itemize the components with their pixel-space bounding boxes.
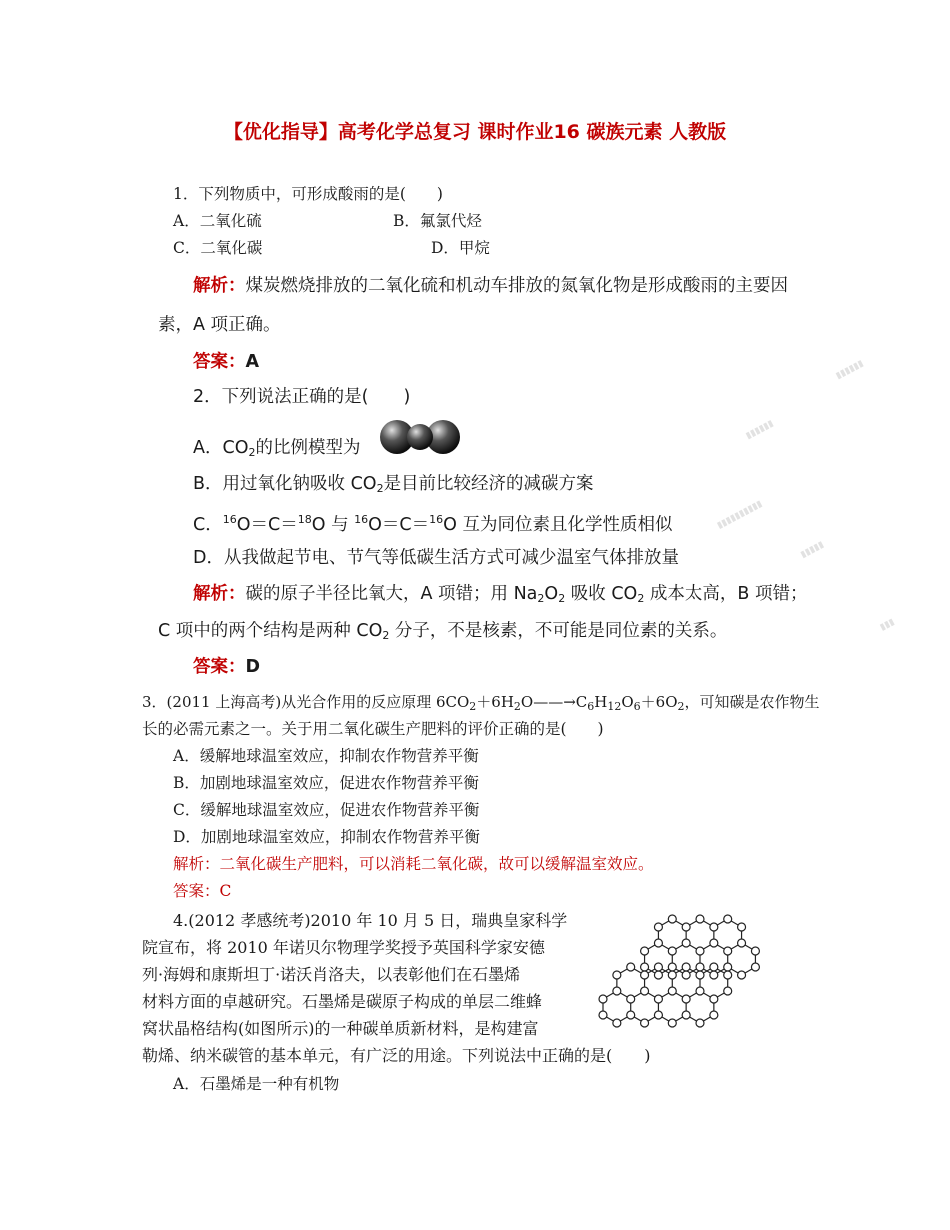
carbon-atom — [724, 963, 732, 971]
watermark-text: ▮▮▮▮▮▮ — [834, 358, 866, 382]
q4-stem-line6: 勒烯、纳米碳管的基本单元，有广泛的用途。下列说法中正确的是( ) — [142, 1046, 651, 1065]
subscript: 2 — [558, 592, 566, 605]
carbon-atom — [599, 995, 607, 1003]
carbon-atom — [738, 923, 746, 931]
subscript: 2 — [513, 700, 521, 713]
carbon-atom — [654, 963, 662, 971]
q4-stem-line4: 材料方面的卓越研究。石墨烯是碳原子构成的单层二维蜂 — [142, 992, 543, 1011]
carbon-atom — [668, 963, 676, 971]
carbon-atom — [668, 987, 676, 995]
carbon-atom — [751, 947, 759, 955]
graphene-lattice-diagram — [575, 905, 805, 1050]
carbon-atom — [627, 963, 635, 971]
carbon-atom — [641, 971, 649, 979]
watermark-text: ▮▮▮▮▮▮ — [744, 418, 776, 442]
q1-option-d: D．甲烷 — [431, 239, 490, 257]
text: 吸收 CO — [565, 584, 638, 604]
carbon-atom — [682, 963, 690, 971]
q4-stem-line5: 窝状晶格结构(如图所示)的一种碳单质新材料，是构建富 — [142, 1019, 539, 1038]
carbon-atom — [710, 963, 718, 971]
carbon-atom — [710, 995, 718, 1003]
text: C 项中的两个结构是两种 CO — [158, 621, 383, 641]
q2-option-d: D．从我做起节电、节气等低碳生活方式可减少温室气体排放量 — [193, 548, 679, 568]
carbon-atom — [696, 963, 704, 971]
carbon-atom — [613, 1019, 621, 1027]
text: 3．(2011 上海高考)从光合作用的反应原理 6CO — [142, 693, 470, 711]
carbon-atom — [599, 1011, 607, 1019]
carbon-atom — [654, 995, 662, 1003]
carbon-atom — [641, 987, 649, 995]
carbon-atom — [724, 915, 732, 923]
q3-stem-line2: 长的必需元素之一。关于用二氧化碳生产肥料的评价正确的是( ) — [142, 720, 604, 738]
q2-option-b-text: B．用过氧化钠吸收 CO — [193, 474, 377, 494]
q1-explanation-line2: 素，A 项正确。 — [158, 315, 281, 335]
formula-text: O＝C＝ — [368, 515, 430, 535]
text: 成本太高，B 项错； — [644, 584, 808, 604]
q2-option-b — [193, 472, 594, 501]
q3-explanation: 解析：二氧化碳生产肥料，可以消耗二氧化碳，故可以缓解温室效应。 — [173, 855, 654, 873]
superscript: 16 — [354, 513, 369, 526]
carbon-atom — [682, 995, 690, 1003]
text: O — [621, 693, 634, 711]
subscript: 6 — [633, 700, 641, 713]
page-title: 【优化指导】高考化学总复习 课时作业16 碳族元素 人教版 — [223, 121, 727, 143]
q2-answer-value: D — [245, 657, 261, 677]
carbon-atom — [738, 939, 746, 947]
q1-option-b: B．氟氯代烃 — [393, 212, 482, 230]
carbon-atom — [682, 939, 690, 947]
carbon-atom — [654, 923, 662, 931]
q1-answer-label: 答案： — [193, 352, 246, 372]
carbon-atom — [710, 1011, 718, 1019]
q3-option-c: C．缓解地球温室效应，促进农作物营养平衡 — [173, 801, 480, 819]
watermark-text: ▮▮▮▮▮▮▮▮▮▮ — [715, 498, 764, 532]
formula-text: O 互为同位素且化学性质相似 — [443, 515, 673, 535]
q1-stem: 1．下列物质中，可形成酸雨的是( ) — [173, 185, 443, 203]
q2-option-a — [193, 436, 360, 465]
carbon-atom — [724, 987, 732, 995]
superscript: 16 — [222, 513, 237, 526]
carbon-atom — [696, 915, 704, 923]
q3-option-b: B．加剧地球温室效应，促进农作物营养平衡 — [173, 774, 479, 792]
q4-stem-line2: 院宣布，将 2010 年诺贝尔物理学奖授予英国科学家安德 — [142, 938, 545, 957]
q2-option-c-text: C． — [193, 515, 223, 535]
superscript: 18 — [297, 513, 312, 526]
subscript: 2 — [376, 482, 384, 495]
text: 碳的原子半径比氧大，A 项错；用 Na — [245, 584, 538, 604]
text: H — [594, 693, 608, 711]
q1-explanation-text: 煤炭燃烧排放的二氧化硫和机动车排放的氮氧化物是形成酸雨的主要因 — [245, 276, 788, 296]
text: O — [544, 584, 559, 604]
text: ，可知碳是农作物生 — [684, 693, 820, 711]
carbon-atom — [682, 923, 690, 931]
carbon-atom — [682, 1011, 690, 1019]
text: ＋6H — [476, 693, 514, 711]
subscript: 2 — [382, 629, 390, 642]
carbon-atom — [627, 1011, 635, 1019]
q1-option-a: A．二氧化硫 — [173, 212, 262, 230]
q4-option-a: A．石墨烯是一种有机物 — [173, 1075, 340, 1093]
q2-option-b-text2: 是目前比较经济的减碳方案 — [383, 474, 594, 494]
watermark-text: ▮▮▮ — [878, 617, 897, 633]
carbon-atom — [710, 971, 718, 979]
carbon-atom — [654, 939, 662, 947]
q2-answer-label: 答案： — [193, 657, 246, 677]
q2-explanation-line2 — [158, 619, 727, 648]
q2-stem: 2．下列说法正确的是( ) — [193, 387, 411, 407]
carbon-atom — [696, 971, 704, 979]
carbon-atom — [751, 963, 759, 971]
carbon-atom — [710, 923, 718, 931]
watermark-text: ▮▮▮▮▮ — [799, 539, 826, 561]
q4-stem-line1: 4.(2012 孝感统考)2010 年 10 月 5 日，瑞典皇家科学 — [173, 911, 568, 930]
carbon-atom — [696, 987, 704, 995]
superscript: 16 — [429, 513, 444, 526]
subscript: 12 — [607, 700, 622, 713]
carbon-atom — [724, 947, 732, 955]
carbon-atom — [682, 971, 690, 979]
text: O——→C — [520, 693, 588, 711]
co2-ratio-model-image — [377, 417, 463, 457]
q3-stem-line1 — [142, 692, 820, 717]
carbon-atom — [613, 971, 621, 979]
carbon-atom — [613, 987, 621, 995]
text: 分子，不是核素，不可能是同位素的关系。 — [389, 621, 728, 641]
formula-text: O 与 — [311, 515, 355, 535]
carbon-atom — [710, 939, 718, 947]
carbon-atom — [668, 947, 676, 955]
q3-answer: 答案：C — [173, 882, 232, 900]
q2-explanation-label: 解析： — [193, 584, 246, 604]
subscript: 2 — [677, 700, 685, 713]
subscript: 2 — [248, 446, 256, 459]
subscript: 6 — [587, 700, 595, 713]
subscript: 2 — [637, 592, 645, 605]
q1-explanation-label: 解析： — [193, 276, 246, 296]
q1-explanation-line1 — [193, 274, 788, 298]
subscript: 2 — [469, 700, 477, 713]
carbon-atom — [641, 963, 649, 971]
q2-option-c — [193, 508, 672, 537]
q1-answer-value: A — [245, 352, 260, 372]
q1-answer — [193, 350, 259, 374]
q2-option-a-text2: 的比例模型为 — [255, 438, 361, 458]
carbon-atom — [724, 971, 732, 979]
carbon-atom — [654, 1011, 662, 1019]
carbon-atom — [627, 995, 635, 1003]
carbon-atom — [654, 971, 662, 979]
carbon-atom — [668, 1019, 676, 1027]
carbon-atom — [668, 915, 676, 923]
q2-explanation-line1 — [193, 582, 807, 611]
formula-text: O＝C＝ — [236, 515, 298, 535]
carbon-atom — [696, 947, 704, 955]
subscript: 2 — [537, 592, 545, 605]
q3-option-a: A．缓解地球温室效应，抑制农作物营养平衡 — [173, 747, 479, 765]
text: ＋6O — [640, 693, 678, 711]
q3-option-d: D．加剧地球温室效应，抑制农作物营养平衡 — [173, 828, 480, 846]
carbon-atom — [696, 1019, 704, 1027]
q4-stem-line3: 列·海姆和康斯坦丁·诺沃肖洛夫，以表彰他们在石墨烯 — [142, 965, 521, 984]
carbon-atom — [641, 947, 649, 955]
carbon-atom — [641, 1019, 649, 1027]
carbon-atom — [668, 971, 676, 979]
q1-option-c: C．二氧化碳 — [173, 239, 263, 257]
q2-answer — [193, 655, 260, 679]
q2-option-a-text: A．CO — [193, 438, 249, 458]
carbon-atom — [738, 971, 746, 979]
